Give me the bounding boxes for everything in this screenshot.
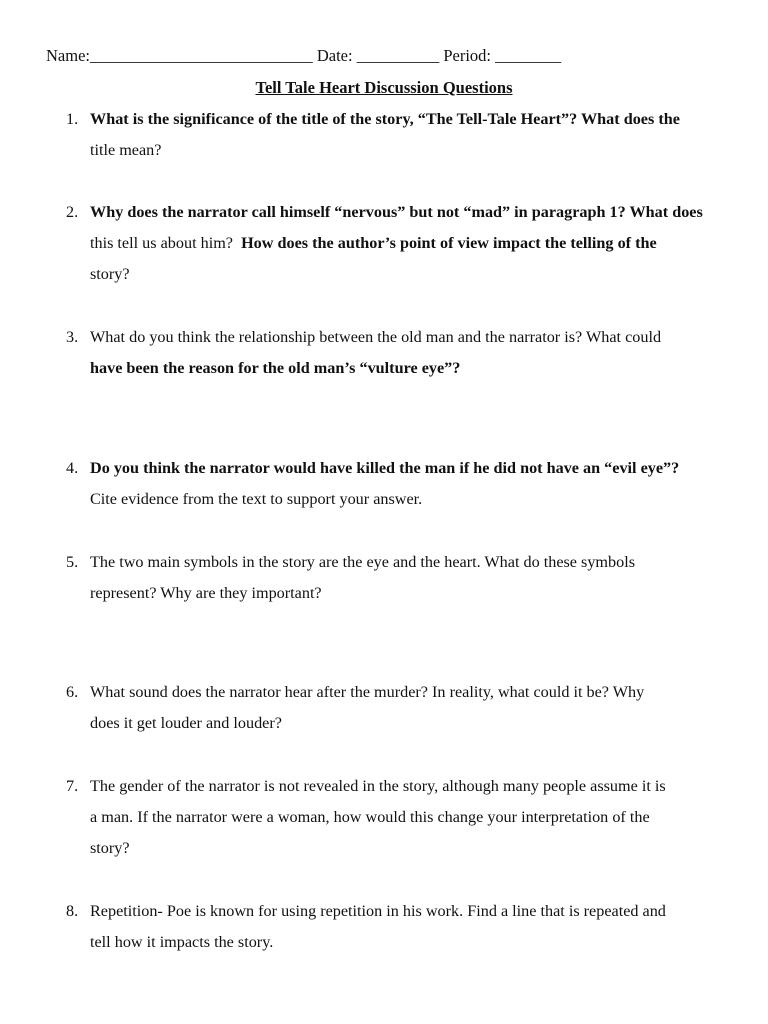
question-text-line: Why does the narrator call himself “nervous” but not “mad” in paragraph 1? What does	[90, 203, 703, 221]
question-text-line: How does the author’s point of view impact the telling of the	[241, 234, 657, 252]
question-text-line: Do you think the narrator would have killed the man if he did not have an “evil eye”?	[90, 459, 680, 477]
question-text-line: Repetition- Poe is known for using repetition in his work. Find a line that is repeated and	[90, 902, 666, 920]
question-text-line: The gender of the narrator is not revealed in the story, although many people assume it is	[90, 777, 666, 795]
question-number: 7.	[66, 777, 79, 795]
question-text-line: What do you think the relationship between the old man and the narrator is? What could	[90, 328, 662, 346]
page-title: Tell Tale Heart Discussion Questions	[255, 78, 513, 97]
name-blank: ___________________________	[89, 46, 313, 65]
date-label: Date:	[316, 46, 353, 65]
student-info-header	[46, 45, 561, 67]
name-label: Name:	[46, 46, 90, 65]
question-text-line: tell how it impacts the story.	[90, 933, 274, 951]
question-text-line: story?	[90, 839, 130, 857]
question-number: 2.	[66, 203, 79, 221]
date-blank: __________	[356, 46, 440, 65]
question-text-line: this tell us about him?	[90, 234, 233, 252]
question-text-line: represent? Why are they important?	[90, 584, 322, 602]
question-text-line: What sound does the narrator hear after the murder? In reality, what could it be? Why	[90, 683, 645, 701]
question-number: 4.	[66, 459, 79, 477]
question-text-line: What is the significance of the title of the story, “The Tell-Tale Heart”? What does the	[90, 110, 680, 128]
question-text-line: The two main symbols in the story are the eye and the heart. What do these symbols	[90, 553, 635, 571]
question-text-line: have been the reason for the old man’s “vulture eye”?	[90, 359, 461, 377]
question-text-line: does it get louder and louder?	[90, 714, 282, 732]
period-blank: ________	[495, 46, 562, 65]
question-number: 3.	[66, 328, 79, 346]
question-number: 6.	[66, 683, 79, 701]
question-number: 8.	[66, 902, 79, 920]
question-text-line: title mean?	[90, 141, 162, 159]
period-label: Period:	[443, 46, 492, 65]
question-number: 5.	[66, 553, 79, 571]
question-text-line: a man. If the narrator were a woman, how would this change your interpretation of the	[90, 808, 650, 826]
question-number: 1.	[66, 110, 79, 128]
question-text-line: Cite evidence from the text to support your answer.	[90, 490, 423, 508]
question-text-line: story?	[90, 265, 130, 283]
